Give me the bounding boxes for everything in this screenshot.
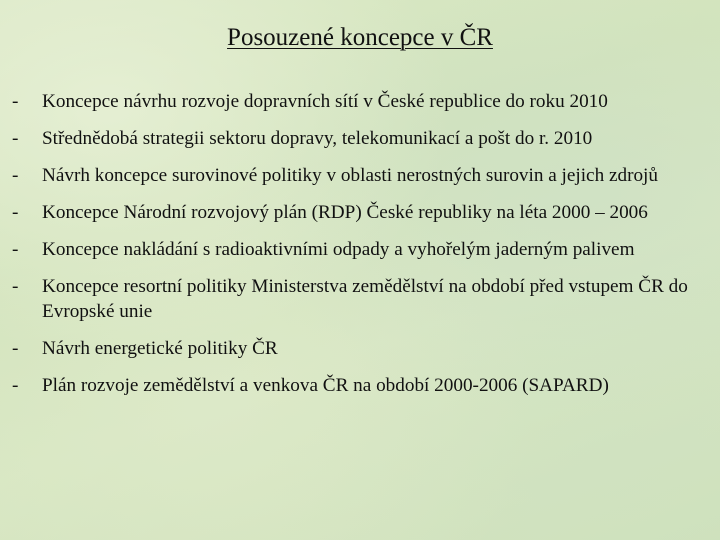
list-item (12, 275, 702, 324)
dash-bullet: - (12, 128, 19, 149)
list-item (12, 337, 702, 362)
list-item (12, 238, 702, 263)
concept-list (12, 90, 702, 411)
dash-bullet: - (12, 337, 19, 359)
list-item (12, 374, 702, 399)
dash-bullet: - (12, 276, 19, 297)
dash-bullet: - (12, 165, 19, 186)
list-item (12, 164, 702, 189)
list-item-text: Střednědobá strategii sektoru dopravy, telekomunikací a pošt do r. 2010 (42, 128, 593, 149)
list-item-text: Plán rozvoje zemědělství a venkova ČR na období 2000-2006 (SAPARD) (42, 374, 609, 396)
dash-bullet: - (12, 239, 19, 260)
dash-bullet: - (12, 374, 19, 396)
list-item-text: Návrh energetické politiky ČR (42, 337, 278, 359)
list-item-text: Koncepce nakládání s radioaktivními odpady a vyhořelým jaderným palivem (42, 239, 635, 260)
list-item (12, 90, 702, 115)
dash-bullet: - (12, 91, 19, 112)
list-item-text: Koncepce návrhu rozvoje dopravních sítí v České republice do roku 2010 (42, 91, 608, 112)
list-item (12, 201, 702, 226)
list-item-text: Návrh koncepce surovinové politiky v oblasti nerostných surovin a jejich zdrojů (42, 165, 658, 186)
dash-bullet: - (12, 202, 19, 223)
list-item-text: Koncepce resortní politiky Ministerstva zemědělství na období před vstupem ČR do Evropské unie (42, 276, 688, 322)
list-item (12, 127, 702, 152)
list-item-text: Koncepce Národní rozvojový plán (RDP) České republiky na léta 2000 – 2006 (42, 202, 648, 223)
slide-title: Posouzené koncepce v ČR (227, 24, 493, 51)
